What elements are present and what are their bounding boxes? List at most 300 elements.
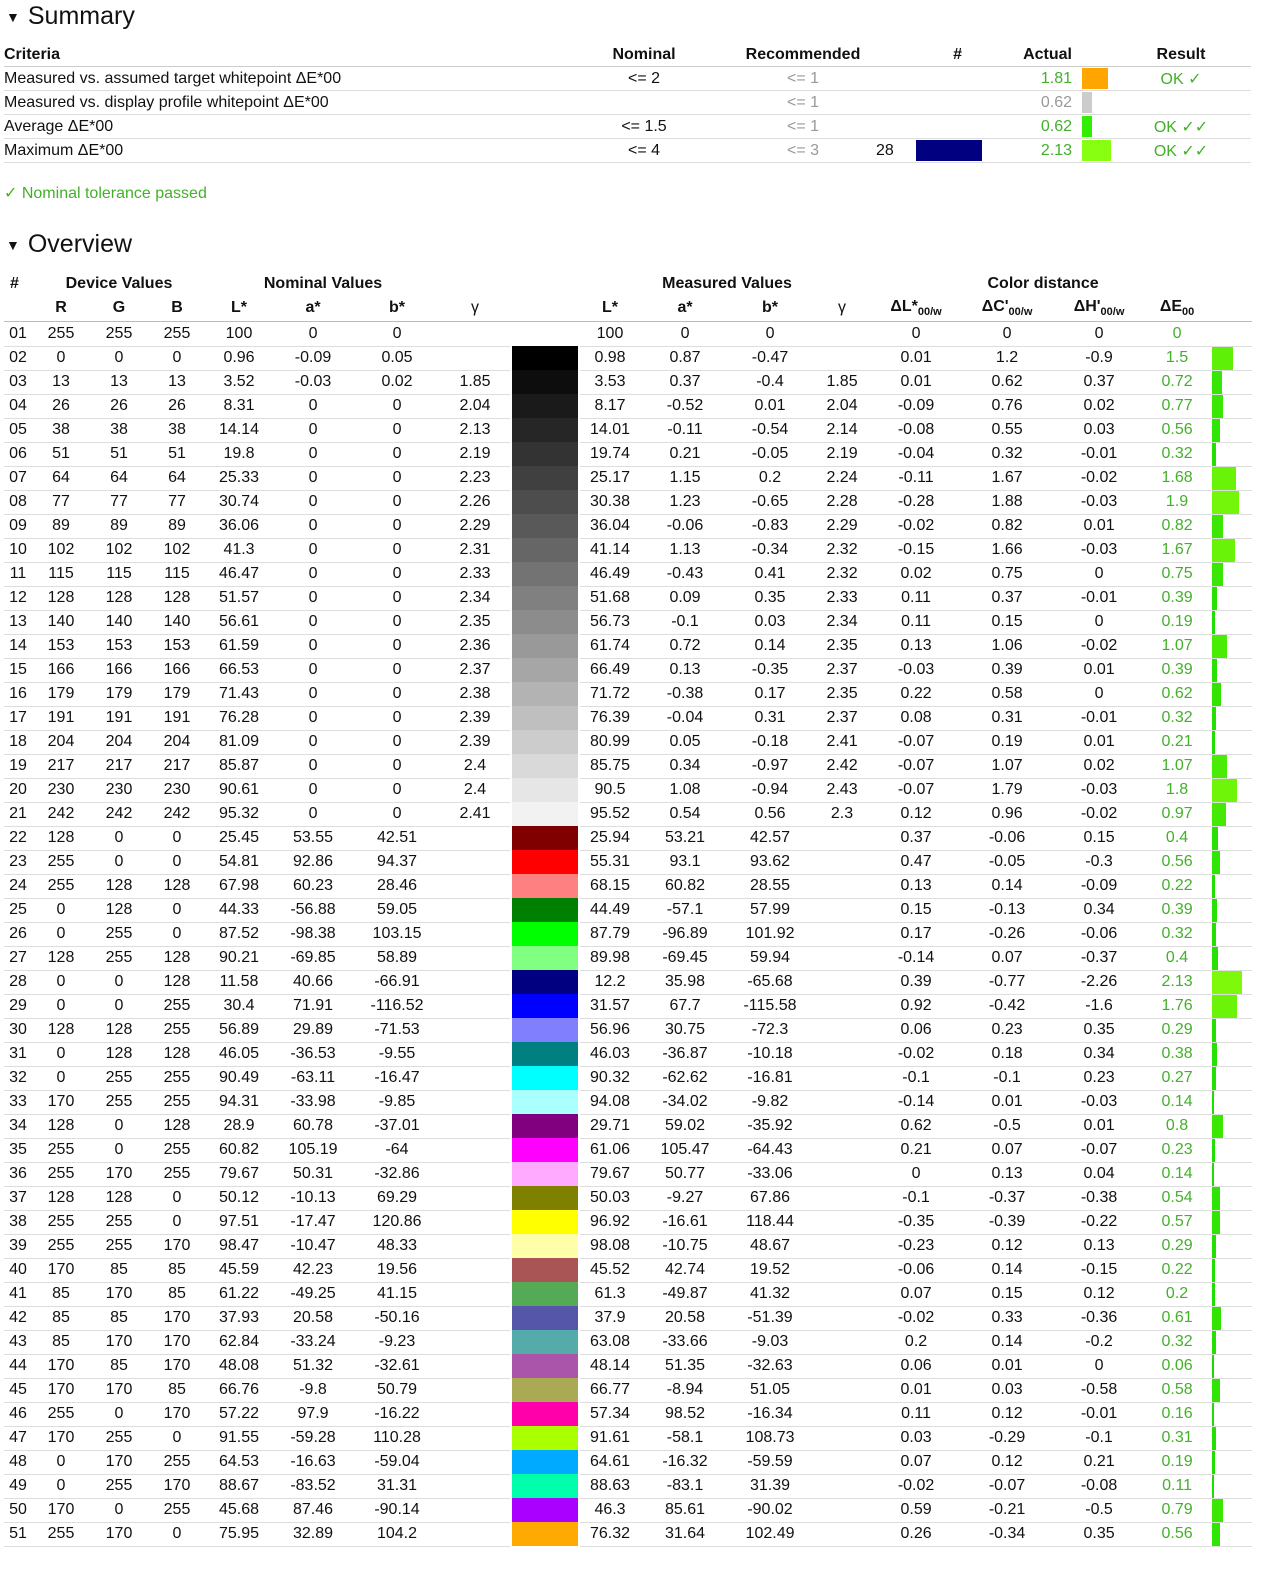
delta-e-bar-cell bbox=[1212, 1522, 1252, 1546]
delta-h-cell: 0.37 bbox=[1056, 370, 1142, 394]
patch-num-cell: 48 bbox=[4, 1450, 32, 1474]
nominal-l-cell: 57.22 bbox=[206, 1402, 272, 1426]
nominal-a-cell: 105.19 bbox=[272, 1138, 354, 1162]
nominal-gamma-cell: 2.35 bbox=[440, 610, 510, 634]
delta-h-cell: 0.04 bbox=[1056, 1162, 1142, 1186]
delta-h-cell: 0.35 bbox=[1056, 1018, 1142, 1042]
measured-l-cell: 31.57 bbox=[580, 994, 640, 1018]
measured-l-cell: 45.52 bbox=[580, 1258, 640, 1282]
delta-c-cell: 0.39 bbox=[958, 658, 1056, 682]
nominal-gamma-cell bbox=[440, 1114, 510, 1138]
summary-title: Summary bbox=[27, 2, 135, 30]
overview-row bbox=[4, 1162, 1252, 1186]
sample-swatch-cell bbox=[510, 610, 580, 634]
delta-l-cell: 0.07 bbox=[874, 1450, 958, 1474]
delta-e-bar bbox=[1212, 1283, 1215, 1306]
overview-heading[interactable] bbox=[6, 230, 132, 259]
color-sample bbox=[512, 922, 578, 946]
device-g-cell: 0 bbox=[90, 850, 148, 874]
device-g-cell: 170 bbox=[90, 1522, 148, 1546]
measured-gamma-cell bbox=[810, 1138, 874, 1162]
color-sample bbox=[512, 1210, 578, 1234]
device-g-cell: 85 bbox=[90, 1258, 148, 1282]
delta-h-cell: -0.08 bbox=[1056, 1474, 1142, 1498]
delta-e-cell: 0.16 bbox=[1142, 1402, 1212, 1426]
patch-num-cell: 16 bbox=[4, 682, 32, 706]
collapse-triangle-icon: ▼ bbox=[6, 8, 20, 25]
nominal-l-cell: 100 bbox=[206, 322, 272, 347]
delta-l-cell: 0.06 bbox=[874, 1018, 958, 1042]
nominal-l-cell: 46.47 bbox=[206, 562, 272, 586]
device-b-cell: 204 bbox=[148, 730, 206, 754]
device-g-cell: 170 bbox=[90, 1162, 148, 1186]
delta-e-cell: 0.39 bbox=[1142, 658, 1212, 682]
delta-e-cell: 0.61 bbox=[1142, 1306, 1212, 1330]
criteria-cell: Maximum ΔE*00 bbox=[4, 139, 544, 163]
nominal-gamma-cell bbox=[440, 1354, 510, 1378]
patch-num-cell: 23 bbox=[4, 850, 32, 874]
delta-c-cell: 0.15 bbox=[958, 610, 1056, 634]
patch-num-cell: 08 bbox=[4, 490, 32, 514]
device-g-cell: 64 bbox=[90, 466, 148, 490]
color-sample bbox=[512, 1234, 578, 1258]
device-r-cell: 0 bbox=[32, 1042, 90, 1066]
device-b-cell: 170 bbox=[148, 1402, 206, 1426]
nominal-l-cell: 67.98 bbox=[206, 874, 272, 898]
device-r-cell: 170 bbox=[32, 1354, 90, 1378]
delta-e-cell: 0.75 bbox=[1142, 562, 1212, 586]
nominal-a-cell: -83.52 bbox=[272, 1474, 354, 1498]
nominal-a-cell: 0 bbox=[272, 610, 354, 634]
delta-e-bar bbox=[1212, 899, 1217, 922]
delta-e-cell: 1.68 bbox=[1142, 466, 1212, 490]
overview-row bbox=[4, 538, 1252, 562]
patch-num-cell: 35 bbox=[4, 1138, 32, 1162]
result-cell: OK ✓ bbox=[1111, 67, 1251, 91]
device-r-cell: 85 bbox=[32, 1330, 90, 1354]
col-group-device: Device Values bbox=[65, 274, 173, 292]
nominal-gamma-cell: 2.26 bbox=[440, 490, 510, 514]
nominal-a-cell: 0 bbox=[272, 514, 354, 538]
measured-l-cell: 46.49 bbox=[580, 562, 640, 586]
delta-c-cell: 0.55 bbox=[958, 418, 1056, 442]
device-g-cell: 255 bbox=[90, 946, 148, 970]
delta-l-cell: 0.13 bbox=[874, 634, 958, 658]
delta-e-cell: 0.4 bbox=[1142, 826, 1212, 850]
patch-num-cell: 29 bbox=[4, 994, 32, 1018]
delta-e-bar-cell bbox=[1212, 826, 1252, 850]
color-sample bbox=[512, 1474, 578, 1498]
delta-e-bar bbox=[1212, 683, 1221, 706]
delta-l-cell: 0.02 bbox=[874, 562, 958, 586]
measured-l-cell: 46.03 bbox=[580, 1042, 640, 1066]
measured-a-cell: -83.1 bbox=[640, 1474, 730, 1498]
delta-l-cell: -0.06 bbox=[874, 1258, 958, 1282]
summary-row bbox=[4, 139, 1251, 163]
measured-b-cell: 102.49 bbox=[730, 1522, 810, 1546]
measured-l-cell: 0.98 bbox=[580, 346, 640, 370]
sample-swatch-cell bbox=[510, 850, 580, 874]
sample-swatch-cell bbox=[510, 1378, 580, 1402]
device-g-cell: 0 bbox=[90, 1498, 148, 1522]
measured-l-cell: 76.39 bbox=[580, 706, 640, 730]
measured-gamma-cell: 2.32 bbox=[810, 538, 874, 562]
measured-l-cell: 56.96 bbox=[580, 1018, 640, 1042]
delta-h-cell: 0.01 bbox=[1056, 514, 1142, 538]
patch-num-cell: 06 bbox=[4, 442, 32, 466]
measured-l-cell: 61.74 bbox=[580, 634, 640, 658]
delta-l-cell: 0.11 bbox=[874, 586, 958, 610]
delta-l-cell: 0.2 bbox=[874, 1330, 958, 1354]
measured-l-cell: 90.5 bbox=[580, 778, 640, 802]
measured-b-cell: -0.18 bbox=[730, 730, 810, 754]
delta-l-cell: 0.01 bbox=[874, 370, 958, 394]
device-g-cell: 170 bbox=[90, 1330, 148, 1354]
delta-c-cell: 0.01 bbox=[958, 1090, 1056, 1114]
sample-swatch-cell bbox=[510, 562, 580, 586]
device-g-cell: 217 bbox=[90, 754, 148, 778]
measured-a-cell: -0.1 bbox=[640, 610, 730, 634]
actual-indicator-bar bbox=[1082, 68, 1108, 89]
measured-gamma-cell bbox=[810, 1042, 874, 1066]
device-r-cell: 77 bbox=[32, 490, 90, 514]
nominal-l-cell: 48.08 bbox=[206, 1354, 272, 1378]
delta-l-cell: -0.04 bbox=[874, 442, 958, 466]
measured-b-cell: 0.14 bbox=[730, 634, 810, 658]
measured-l-cell: 50.03 bbox=[580, 1186, 640, 1210]
nominal-l-cell: 14.14 bbox=[206, 418, 272, 442]
device-g-cell: 89 bbox=[90, 514, 148, 538]
measured-l-cell: 19.74 bbox=[580, 442, 640, 466]
patch-num-cell: 18 bbox=[4, 730, 32, 754]
nominal-l-cell: 54.81 bbox=[206, 850, 272, 874]
overview-row bbox=[4, 1402, 1252, 1426]
measured-a-cell: -10.75 bbox=[640, 1234, 730, 1258]
overview-row bbox=[4, 1282, 1252, 1306]
overview-row bbox=[4, 1474, 1252, 1498]
delta-e-bar-cell bbox=[1212, 778, 1252, 802]
col-b: B bbox=[148, 295, 206, 322]
nominal-a-cell: -0.03 bbox=[272, 370, 354, 394]
delta-e-cell: 0.19 bbox=[1142, 1450, 1212, 1474]
patch-num-cell: 40 bbox=[4, 1258, 32, 1282]
delta-h-cell: 0.15 bbox=[1056, 826, 1142, 850]
color-sample bbox=[512, 1042, 578, 1066]
nominal-l-cell: 44.33 bbox=[206, 898, 272, 922]
overview-row bbox=[4, 1114, 1252, 1138]
delta-c-cell: 0.76 bbox=[958, 394, 1056, 418]
delta-e-bar-cell bbox=[1212, 1162, 1252, 1186]
device-b-cell: 255 bbox=[148, 1162, 206, 1186]
delta-c-cell: 0.37 bbox=[958, 586, 1056, 610]
sample-swatch-cell bbox=[510, 346, 580, 370]
nominal-b-cell: 59.05 bbox=[354, 898, 440, 922]
device-b-cell: 170 bbox=[148, 1354, 206, 1378]
nominal-l-cell: 46.05 bbox=[206, 1042, 272, 1066]
nominal-l-cell: 61.59 bbox=[206, 634, 272, 658]
nominal-gamma-cell: 2.39 bbox=[440, 706, 510, 730]
measured-a-cell: -0.38 bbox=[640, 682, 730, 706]
nominal-gamma-cell bbox=[440, 1210, 510, 1234]
device-g-cell: 255 bbox=[90, 1210, 148, 1234]
measured-gamma-cell: 2.19 bbox=[810, 442, 874, 466]
delta-e-bar-cell bbox=[1212, 1450, 1252, 1474]
measured-l-cell: 25.17 bbox=[580, 466, 640, 490]
device-b-cell: 140 bbox=[148, 610, 206, 634]
device-g-cell: 38 bbox=[90, 418, 148, 442]
nominal-b-cell: 0 bbox=[354, 394, 440, 418]
device-b-cell: 0 bbox=[148, 922, 206, 946]
delta-l-cell: -0.07 bbox=[874, 730, 958, 754]
measured-a-cell: 85.61 bbox=[640, 1498, 730, 1522]
delta-e-bar-cell bbox=[1212, 946, 1252, 970]
patch-num-cell: 30 bbox=[4, 1018, 32, 1042]
nominal-cell: <= 1.5 bbox=[544, 115, 744, 139]
delta-c-cell: -0.37 bbox=[958, 1186, 1056, 1210]
measured-gamma-cell bbox=[810, 826, 874, 850]
device-b-cell: 128 bbox=[148, 1114, 206, 1138]
delta-h-cell: -0.02 bbox=[1056, 634, 1142, 658]
measured-l-cell: 30.38 bbox=[580, 490, 640, 514]
criteria-cell: Average ΔE*00 bbox=[4, 115, 544, 139]
device-b-cell: 170 bbox=[148, 1330, 206, 1354]
delta-e-bar bbox=[1212, 1475, 1214, 1498]
nominal-a-cell: 0 bbox=[272, 322, 354, 347]
col-result: Result bbox=[1111, 44, 1251, 67]
overview-row bbox=[4, 658, 1252, 682]
nominal-b-cell: -37.01 bbox=[354, 1114, 440, 1138]
measured-b-cell: -9.82 bbox=[730, 1090, 810, 1114]
nominal-a-cell: -33.98 bbox=[272, 1090, 354, 1114]
sample-swatch-cell bbox=[510, 970, 580, 994]
device-g-cell: 128 bbox=[90, 1186, 148, 1210]
sample-swatch-cell bbox=[510, 1498, 580, 1522]
color-sample bbox=[512, 970, 578, 994]
nominal-l-cell: 97.51 bbox=[206, 1210, 272, 1234]
col-delta-l: $\Delta L*_{00/w}$ bbox=[874, 295, 958, 322]
device-g-cell: 85 bbox=[90, 1354, 148, 1378]
overview-row bbox=[4, 1450, 1252, 1474]
actual-cell: 0.62 bbox=[982, 115, 1072, 139]
nominal-b-cell: -71.53 bbox=[354, 1018, 440, 1042]
measured-l-cell: 91.61 bbox=[580, 1426, 640, 1450]
delta-e-bar bbox=[1212, 1115, 1223, 1138]
nominal-l-cell: 41.3 bbox=[206, 538, 272, 562]
patch-num-cell: 10 bbox=[4, 538, 32, 562]
nominal-l-cell: 90.61 bbox=[206, 778, 272, 802]
device-g-cell: 51 bbox=[90, 442, 148, 466]
delta-e-bar-cell bbox=[1212, 658, 1252, 682]
delta-e-cell: 1.76 bbox=[1142, 994, 1212, 1018]
nominal-b-cell: 0 bbox=[354, 778, 440, 802]
nominal-a-cell: 60.23 bbox=[272, 874, 354, 898]
num-cell bbox=[862, 115, 982, 139]
delta-c-cell: 1.67 bbox=[958, 466, 1056, 490]
nominal-a-cell: 51.32 bbox=[272, 1354, 354, 1378]
device-r-cell: 140 bbox=[32, 610, 90, 634]
color-sample bbox=[512, 802, 578, 826]
overview-row bbox=[4, 850, 1252, 874]
overview-row bbox=[4, 730, 1252, 754]
device-r-cell: 13 bbox=[32, 370, 90, 394]
measured-a-cell: 31.64 bbox=[640, 1522, 730, 1546]
delta-c-cell: 1.06 bbox=[958, 634, 1056, 658]
delta-l-cell: 0.01 bbox=[874, 1378, 958, 1402]
device-r-cell: 85 bbox=[32, 1282, 90, 1306]
summary-heading[interactable] bbox=[6, 2, 135, 31]
color-sample bbox=[512, 1378, 578, 1402]
color-sample bbox=[512, 466, 578, 490]
device-r-cell: 204 bbox=[32, 730, 90, 754]
overview-row bbox=[4, 1186, 1252, 1210]
delta-e-bar-cell bbox=[1212, 1498, 1252, 1522]
sample-swatch-cell bbox=[510, 1522, 580, 1546]
overview-row bbox=[4, 442, 1252, 466]
delta-c-cell: 1.66 bbox=[958, 538, 1056, 562]
nominal-gamma-cell: 2.36 bbox=[440, 634, 510, 658]
measured-gamma-cell bbox=[810, 946, 874, 970]
device-r-cell: 128 bbox=[32, 1186, 90, 1210]
delta-e-bar bbox=[1212, 467, 1236, 490]
measured-a-cell: 59.02 bbox=[640, 1114, 730, 1138]
measured-gamma-cell: 2.32 bbox=[810, 562, 874, 586]
overview-row bbox=[4, 946, 1252, 970]
delta-e-cell: 0.56 bbox=[1142, 418, 1212, 442]
measured-b-cell: -16.34 bbox=[730, 1402, 810, 1426]
measured-a-cell: 60.82 bbox=[640, 874, 730, 898]
device-r-cell: 64 bbox=[32, 466, 90, 490]
delta-e-bar-cell bbox=[1212, 1066, 1252, 1090]
color-sample bbox=[512, 778, 578, 802]
nominal-l-cell: 88.67 bbox=[206, 1474, 272, 1498]
delta-c-cell: 0.14 bbox=[958, 1330, 1056, 1354]
measured-a-cell: -96.89 bbox=[640, 922, 730, 946]
measured-l-cell: 55.31 bbox=[580, 850, 640, 874]
nominal-a-cell: 0 bbox=[272, 634, 354, 658]
measured-b-cell: 42.57 bbox=[730, 826, 810, 850]
device-r-cell: 170 bbox=[32, 1090, 90, 1114]
nominal-a-cell: -56.88 bbox=[272, 898, 354, 922]
nominal-cell bbox=[544, 91, 744, 115]
delta-e-cell: 0.62 bbox=[1142, 682, 1212, 706]
device-b-cell: 255 bbox=[148, 1018, 206, 1042]
device-r-cell: 255 bbox=[32, 1234, 90, 1258]
recommended-cell: <= 1 bbox=[744, 115, 862, 139]
device-g-cell: 0 bbox=[90, 1114, 148, 1138]
sample-swatch-cell bbox=[510, 322, 580, 347]
patch-num-cell: 51 bbox=[4, 1522, 32, 1546]
sample-swatch-cell bbox=[510, 874, 580, 898]
measured-gamma-cell: 2.42 bbox=[810, 754, 874, 778]
sample-swatch-cell bbox=[510, 826, 580, 850]
patch-num-cell: 25 bbox=[4, 898, 32, 922]
measured-gamma-cell bbox=[810, 1450, 874, 1474]
measured-a-cell: 42.74 bbox=[640, 1258, 730, 1282]
patch-num-cell: 49 bbox=[4, 1474, 32, 1498]
nominal-a-cell: -10.47 bbox=[272, 1234, 354, 1258]
overview-row bbox=[4, 1066, 1252, 1090]
device-b-cell: 166 bbox=[148, 658, 206, 682]
delta-e-bar-cell bbox=[1212, 1186, 1252, 1210]
device-b-cell: 0 bbox=[148, 898, 206, 922]
nominal-gamma-cell bbox=[440, 1162, 510, 1186]
nominal-a-cell: 0 bbox=[272, 562, 354, 586]
nominal-l-cell: 90.21 bbox=[206, 946, 272, 970]
measured-a-cell: 35.98 bbox=[640, 970, 730, 994]
device-r-cell: 255 bbox=[32, 1522, 90, 1546]
color-sample bbox=[512, 898, 578, 922]
measured-gamma-cell bbox=[810, 1354, 874, 1378]
delta-h-cell: -0.01 bbox=[1056, 586, 1142, 610]
nominal-gamma-cell bbox=[440, 994, 510, 1018]
measured-gamma-cell: 2.28 bbox=[810, 490, 874, 514]
sample-swatch-cell bbox=[510, 1018, 580, 1042]
actual-swatch-cell bbox=[1082, 139, 1111, 163]
delta-e-cell: 0.56 bbox=[1142, 1522, 1212, 1546]
overview-row bbox=[4, 394, 1252, 418]
color-sample bbox=[512, 754, 578, 778]
device-b-cell: 128 bbox=[148, 970, 206, 994]
delta-e-cell: 0.14 bbox=[1142, 1090, 1212, 1114]
delta-h-cell: 0.34 bbox=[1056, 1042, 1142, 1066]
delta-h-cell: 0.03 bbox=[1056, 418, 1142, 442]
worst-patch-swatch bbox=[916, 140, 982, 161]
delta-e-bar bbox=[1212, 347, 1233, 370]
nominal-a-cell: -59.28 bbox=[272, 1426, 354, 1450]
measured-l-cell: 98.08 bbox=[580, 1234, 640, 1258]
nominal-l-cell: 50.12 bbox=[206, 1186, 272, 1210]
overview-row bbox=[4, 1426, 1252, 1450]
actual-cell: 1.81 bbox=[982, 67, 1072, 91]
color-sample bbox=[512, 1498, 578, 1522]
delta-e-bar-cell bbox=[1212, 442, 1252, 466]
measured-l-cell: 63.08 bbox=[580, 1330, 640, 1354]
delta-h-cell: -0.5 bbox=[1056, 1498, 1142, 1522]
device-g-cell: 77 bbox=[90, 490, 148, 514]
delta-l-cell: 0 bbox=[874, 1162, 958, 1186]
delta-l-cell: -0.09 bbox=[874, 394, 958, 418]
measured-gamma-cell bbox=[810, 1114, 874, 1138]
sample-swatch-cell bbox=[510, 370, 580, 394]
delta-e-bar-cell bbox=[1212, 922, 1252, 946]
measured-gamma-cell: 2.24 bbox=[810, 466, 874, 490]
device-b-cell: 0 bbox=[148, 1186, 206, 1210]
device-b-cell: 115 bbox=[148, 562, 206, 586]
measured-gamma-cell bbox=[810, 1162, 874, 1186]
delta-e-bar bbox=[1212, 827, 1218, 850]
patch-num-cell: 33 bbox=[4, 1090, 32, 1114]
device-b-cell: 13 bbox=[148, 370, 206, 394]
measured-b-cell: 0.03 bbox=[730, 610, 810, 634]
delta-e-bar-cell bbox=[1212, 346, 1252, 370]
delta-e-bar bbox=[1212, 1451, 1215, 1474]
delta-e-bar-cell bbox=[1212, 874, 1252, 898]
delta-e-cell: 1.67 bbox=[1142, 538, 1212, 562]
nominal-gamma-cell bbox=[440, 1090, 510, 1114]
device-b-cell: 89 bbox=[148, 514, 206, 538]
col-delta-h: $\Delta H'_{00/w}$ bbox=[1056, 295, 1142, 322]
overview-row bbox=[4, 634, 1252, 658]
overview-row bbox=[4, 922, 1252, 946]
nominal-a-cell: 0 bbox=[272, 490, 354, 514]
overview-row bbox=[4, 1258, 1252, 1282]
nominal-gamma-cell: 2.23 bbox=[440, 466, 510, 490]
delta-e-bar bbox=[1212, 923, 1216, 946]
nominal-l-cell: 64.53 bbox=[206, 1450, 272, 1474]
nominal-gamma-cell bbox=[440, 946, 510, 970]
device-r-cell: 38 bbox=[32, 418, 90, 442]
nominal-b-cell: 0.02 bbox=[354, 370, 440, 394]
